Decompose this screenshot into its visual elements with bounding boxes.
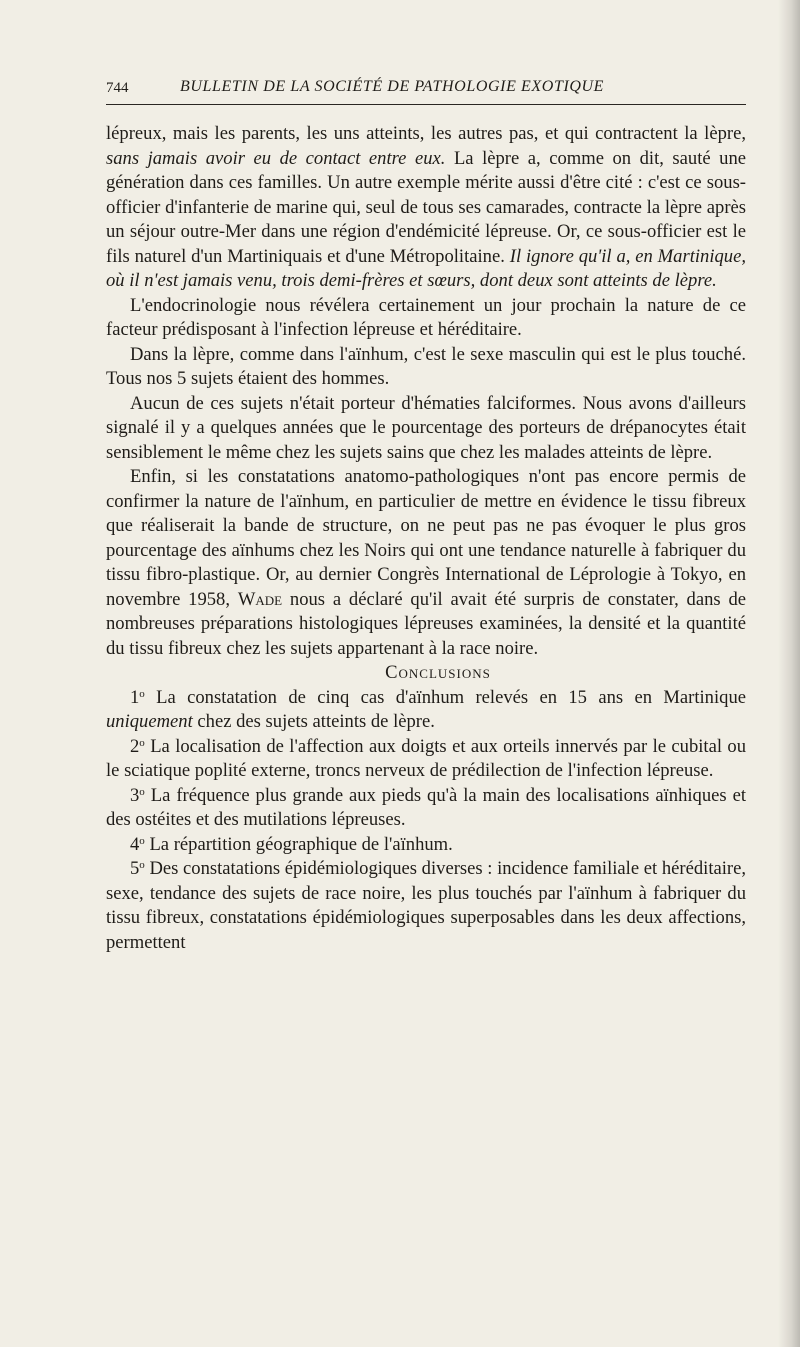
item-number: 4: [130, 833, 140, 855]
text-run: La répartition géographique de l'aïnhum.: [144, 833, 453, 855]
item-number: 1: [130, 686, 140, 708]
conclusion-2: [106, 735, 746, 784]
italic-run: sans jamais avoir eu de contact entre eux.: [106, 147, 446, 169]
paragraph-3: Dans la lèpre, comme dans l'aïnhum, c'est le sexe masculin qui est le plus touché. Tous nos 5 sujets étaient des hommes.: [106, 343, 746, 389]
conclusion-1: [106, 686, 746, 735]
conclusion-4: [106, 833, 746, 858]
paragraph-5: [106, 465, 746, 661]
text-run: nous a déclaré qu'il avait été surpris de constater, dans de nombreuses préparations histologiques lépreuses examinées, la densité et la quantité du tissu fibreux chez les sujets appartenant à la race noire.: [106, 588, 746, 659]
text-run: La constatation de cinq cas d'aïnhum relevés en 15 ans en Martinique: [144, 686, 746, 708]
ordinal-mark: o: [139, 859, 145, 871]
item-number: 2: [130, 735, 140, 757]
running-header: [106, 78, 746, 105]
paragraph-4: Aucun de ces sujets n'était porteur d'hématies falciformes. Nous avons d'ailleurs signalé il y a quelques années que le pourcentage des porteurs de drépanocytes était sensiblement le même chez les sujets sains que chez les malades atteints de lèpre.: [106, 392, 746, 463]
text-run: chez des sujets atteints de lèpre.: [192, 711, 435, 732]
conclusion-5: [106, 857, 746, 955]
item-number: 3: [130, 784, 140, 806]
item-number: 5: [130, 858, 140, 879]
paragraph-1: [106, 122, 746, 294]
page-edge-shadow: [778, 0, 800, 1347]
ordinal-mark: o: [139, 834, 145, 847]
ordinal-mark: o: [139, 736, 145, 749]
journal-title: BULLETIN DE LA SOCIÉTÉ DE PATHOLOGIE EXOTIQUE: [180, 78, 605, 95]
text-run: Des constatations épidémiologiques diverses : incidence familiale et héréditaire, sexe, tendance des sujets de race noire, les plus touchés par l'aïnhum à fabriquer du tissu fibreux, constatations épidémiologiques superposables dans les deux affections, permettent: [106, 858, 746, 953]
text-run: Enfin, si les constatations anatomo-pathologiques n'ont pas encore permis de confirmer la nature de l'aïnhum, en particulier de mettre en évidence le tissu fibreux que réaliserait la bande de structure, on ne peut pas ne pas évoquer le plus gros pourcentage des aïnhums chez les Noirs qui ont une tendance naturelle à fabriquer du tissu fibro-plastique. Or, au dernier Congrès International de Léprologie à Tokyo, en novembre 1958,: [106, 466, 746, 610]
conclusions-heading: Conclusions: [385, 662, 491, 683]
ordinal-mark: o: [139, 687, 145, 700]
conclusion-3: [106, 784, 746, 833]
text-run: lépreux, mais les parents, les uns atteints, les autres pas, et qui contractent la lèpre,: [106, 123, 746, 144]
body-text: [106, 122, 746, 955]
paragraph-2: L'endocrinologie nous révélera certainement un jour prochain la nature de ce facteur prédisposant à l'infection lépreuse et héréditaire.: [106, 294, 746, 340]
text-run: La fréquence plus grande aux pieds qu'à la main des localisations aïnhiques et des ostéites et des mutilations lépreuses.: [106, 784, 746, 830]
author-name: Wade: [237, 588, 283, 610]
italic-run: uniquement: [106, 711, 193, 732]
ordinal-mark: o: [139, 785, 145, 798]
italic-run: Il ignore qu'il a, en Martinique, où il n'est jamais venu, trois demi-frères et sœurs, dont deux sont atteints de lèpre.: [106, 245, 746, 291]
text-run: La lèpre a, comme on dit, sauté une génération dans ces familles. Un autre exemple mérite aussi d'être cité : c'est ce sous-officier d'infanterie de marine qui, seul de tous ses camarades, contracte la lèpre après un séjour outre-Mer dans une région d'endémicité lépreuse. Or, ce sous-officier est le fils naturel d'un Martiniquais et d'une Métropolitaine.: [106, 147, 746, 267]
text-run: La localisation de l'affection aux doigts et aux orteils innervés par le cubital ou le sciatique poplité externe, troncs nerveux de prédilection de l'infection lépreuse.: [106, 735, 746, 781]
page-number: 744: [106, 80, 129, 96]
